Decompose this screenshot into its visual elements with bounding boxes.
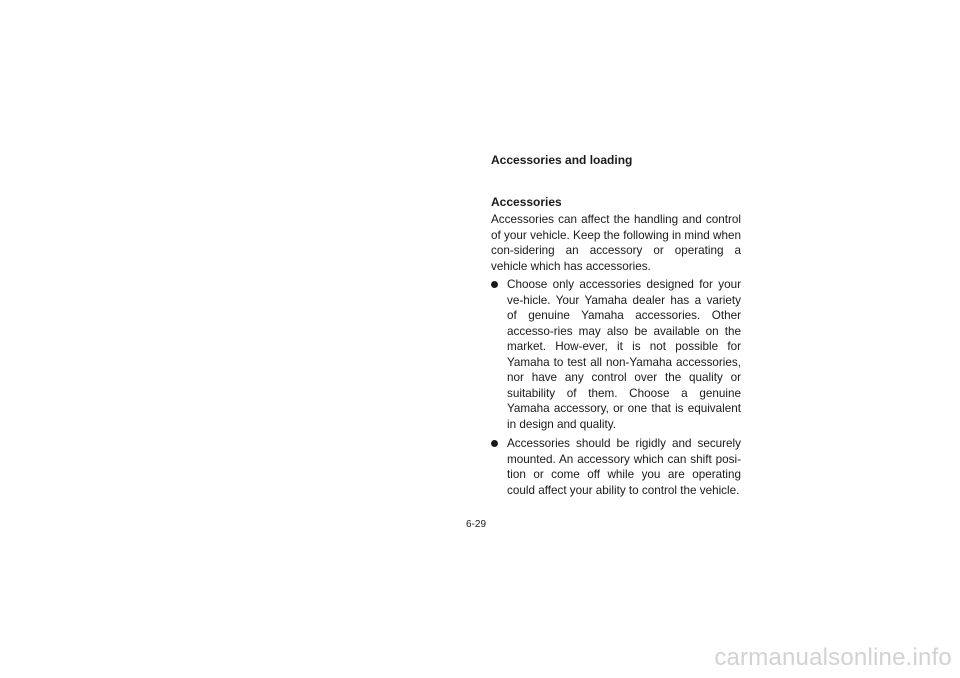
watermark: carmanualsonline.info xyxy=(714,644,952,671)
bullet-list xyxy=(491,277,741,498)
bullet-text: Accessories should be rigidly and securely mounted. An accessory which can shift posi-tion or come off while you are operating could affect your ability to control the vehicle. xyxy=(507,437,741,497)
bullet-item xyxy=(491,436,741,498)
bullet-item xyxy=(491,277,741,432)
bullet-dot-icon xyxy=(491,440,498,447)
bullet-text: Choose only accessories designed for your ve-hicle. Your Yamaha dealer has a variety of genuine Yamaha accessories. Other accesso-ries may also be available on the market. How-ever, it is not possible for Yamaha to test all non-Yamaha accessories, nor have any control over the quality or suitability of them. Choose a genuine Yamaha accessory, or one that is equivalent in design and quality. xyxy=(507,278,741,431)
page-number: 6-29 xyxy=(466,519,487,530)
subsection-title: Accessories xyxy=(491,195,562,209)
bullet-dot-icon xyxy=(491,281,498,288)
page-content xyxy=(491,152,741,502)
section-title: Accessories and loading xyxy=(491,153,633,167)
intro-paragraph: Accessories can affect the handling and control of your vehicle. Keep the following in mind when con-sidering an accessory or operating a vehicle which has accessories. xyxy=(491,213,741,273)
